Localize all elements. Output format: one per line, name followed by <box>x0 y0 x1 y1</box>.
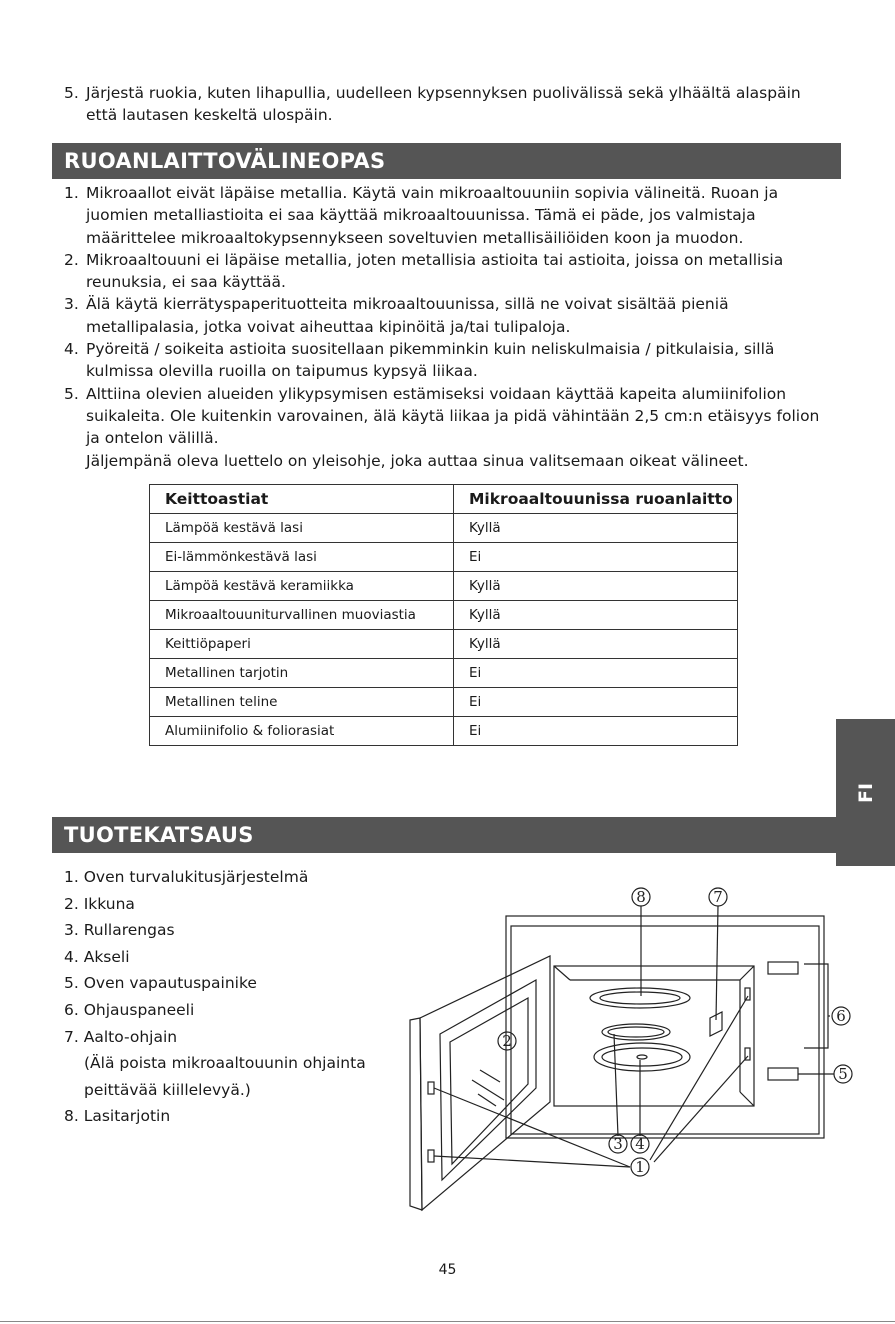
callout-label: 5 <box>838 1065 848 1083</box>
callout-8 <box>632 888 650 906</box>
table-header: Mikroaaltouunissa ruoanlaitto <box>454 485 738 514</box>
table-row <box>150 543 738 572</box>
list-item-note: peittävää kiillelevyä.) <box>84 1080 251 1099</box>
callout-label: 6 <box>836 1007 846 1025</box>
table-cell: Lämpöä kestävä lasi <box>150 514 454 543</box>
window-reflection <box>472 1080 504 1100</box>
window-reflection <box>478 1094 496 1106</box>
table-cell: Ei-lämmönkestävä lasi <box>150 543 454 572</box>
list-number: 2. <box>64 250 79 269</box>
callout-label: 2 <box>502 1032 512 1050</box>
glass-tray-inner <box>600 992 680 1004</box>
callout-7 <box>709 888 727 906</box>
display-window <box>768 962 798 974</box>
list-item: 1. Oven turvalukitusjärjestelmä <box>64 868 309 886</box>
table-cell: Metallinen tarjotin <box>150 659 454 688</box>
turntable-bottom-inner <box>602 1048 682 1066</box>
glass-tray <box>590 988 690 1008</box>
parts-list <box>64 864 394 1130</box>
table-header-row <box>150 485 738 514</box>
list-text: Pyöreitä / soikeita astioita suositellaan pikemminkin kuin neliskulmaisia / pitkulaisia, sillä kulmissa olevilla ruoilla on taipumus kypsyä liikaa. <box>86 340 775 381</box>
leader-line <box>716 906 718 1020</box>
callout-label: 8 <box>636 888 646 906</box>
list-item: 6. Ohjauspaneeli <box>64 1000 195 1019</box>
leader-line <box>434 1156 630 1167</box>
cooking-guide-list <box>64 182 834 450</box>
callout-3 <box>609 1135 627 1153</box>
callout-2 <box>498 1032 516 1050</box>
list-number: 5. <box>64 384 79 403</box>
table-cell: Kyllä <box>454 630 738 659</box>
table-cell: Kyllä <box>454 572 738 601</box>
table-cell: Keittiöpaperi <box>150 630 454 659</box>
callout-label: 3 <box>613 1135 623 1153</box>
leader-line <box>434 1088 630 1167</box>
cookware-table <box>149 484 738 746</box>
list-number: 3. <box>64 295 79 314</box>
table-cell: Ei <box>454 659 738 688</box>
shaft <box>637 1055 647 1059</box>
table-cell: Ei <box>454 717 738 746</box>
language-tab <box>836 719 895 866</box>
table-cell: Alumiinifolio & foliorasiat <box>150 717 454 746</box>
callout-5 <box>834 1065 852 1083</box>
door-window <box>450 998 528 1164</box>
turntable-bottom <box>594 1043 690 1071</box>
cavity-edge <box>554 966 570 980</box>
leader-line <box>650 996 748 1160</box>
table-row <box>150 514 738 543</box>
table-row <box>150 688 738 717</box>
list-item <box>64 293 834 338</box>
callout-6 <box>832 1007 850 1025</box>
callout-4 <box>631 1135 649 1153</box>
intro-item <box>64 82 834 127</box>
language-label: FI <box>854 782 877 803</box>
list-item: 3. Rullarengas <box>64 921 175 940</box>
list-item-note: (Älä poista mikroaaltouunin ohjainta <box>84 1054 366 1073</box>
door-latch <box>428 1082 434 1094</box>
interlock-hole <box>745 988 750 1000</box>
table-cell: Ei <box>454 688 738 717</box>
leader-line <box>654 1056 748 1162</box>
cabinet-inner-outline <box>511 926 819 1134</box>
window-reflection <box>480 1070 500 1082</box>
list-item <box>64 338 834 383</box>
list-text: Mikroaallot eivät läpäise metallia. Käytä vain mikroaaltouuniin sopivia välineitä. Ruoan ja juomien metalliastioita ei saa käyttää mikroaaltouunissa. Tämä ei päde, jos valmistaja määrittelee mikroaaltokypsennykseen soveltuvien metallisäiliöiden koon ja muodon. <box>86 184 779 247</box>
door-latch <box>428 1150 434 1162</box>
bottom-rule <box>0 1321 895 1322</box>
table-cell: Lämpöä kestävä keramiikka <box>150 572 454 601</box>
callout-label: 1 <box>635 1158 645 1176</box>
list-text: Mikroaaltouuni ei läpäise metallia, joten metallisia astioita tai astioita, joissa on metallisia reunuksia, ei saa käyttää. <box>86 250 784 292</box>
cavity-edge <box>740 966 754 980</box>
table-row <box>150 601 738 630</box>
table-cell: Metallinen teline <box>150 688 454 717</box>
callout-label: 7 <box>713 888 723 906</box>
table-row <box>150 659 738 688</box>
door-release-button <box>768 1068 798 1080</box>
table-row <box>150 717 738 746</box>
table-row <box>150 630 738 659</box>
list-number: 4. <box>64 340 79 359</box>
roller-ring-inner <box>608 1027 664 1037</box>
guide-text: Jäljempänä oleva luettelo on yleisohje, joka auttaa sinua valitsemaan oikeat välineet. <box>86 452 749 470</box>
list-item: 4. Akseli <box>64 947 130 966</box>
list-item: 7. Aalto-ohjain <box>64 1027 178 1046</box>
list-item <box>64 383 834 450</box>
list-item: 8. Lasitarjotin <box>64 1107 171 1126</box>
list-item: 5. Oven vapautuspainike <box>64 974 257 993</box>
section-title-product-overview: TUOTEKATSAUS <box>52 817 836 853</box>
list-text: Alttiina olevien alueiden ylikypsymisen estämiseksi voidaan käyttää kapeita alumiinifolion suikaleita. Ole kuitenkin varovainen, älä käytä liikaa ja pidä vähintään 2,5 cm:n etäisyys folion ja ontelon välillä. <box>86 384 820 448</box>
callout-label: 4 <box>635 1135 645 1153</box>
page-number: 45 <box>438 1262 457 1278</box>
intro-number: 5. <box>64 84 79 102</box>
microwave-diagram <box>400 880 860 1220</box>
list-item <box>64 249 834 294</box>
list-text: Älä käytä kierrätyspaperituotteita mikroaaltouunissa, sillä ne voivat sisältää pieniä metallipalasia, jotka voivat aiheuttaa kipinöitä ja/tai tulipaloja. <box>86 295 729 336</box>
list-item <box>64 182 834 249</box>
cavity-edge <box>740 1092 754 1106</box>
list-item: 2. Ikkuna <box>64 894 135 913</box>
section-title-cooking-guide: RUOANLAITTOVÄLINEOPAS <box>52 143 841 179</box>
door-window-frame <box>440 980 536 1180</box>
table-cell: Kyllä <box>454 601 738 630</box>
table-cell: Kyllä <box>454 514 738 543</box>
table-row <box>150 572 738 601</box>
table-cell: Mikroaaltouuniturvallinen muoviastia <box>150 601 454 630</box>
table-header: Keittoastiat <box>150 485 454 514</box>
table-cell: Ei <box>454 543 738 572</box>
callout-1 <box>631 1158 649 1176</box>
intro-text: Järjestä ruokia, kuten lihapullia, uudelleen kypsennyksen puolivälissä sekä ylhäältä alaspäin että lautasen keskeltä ulospäin. <box>86 84 801 125</box>
door-frame <box>420 956 550 1210</box>
list-number: 1. <box>64 184 79 202</box>
